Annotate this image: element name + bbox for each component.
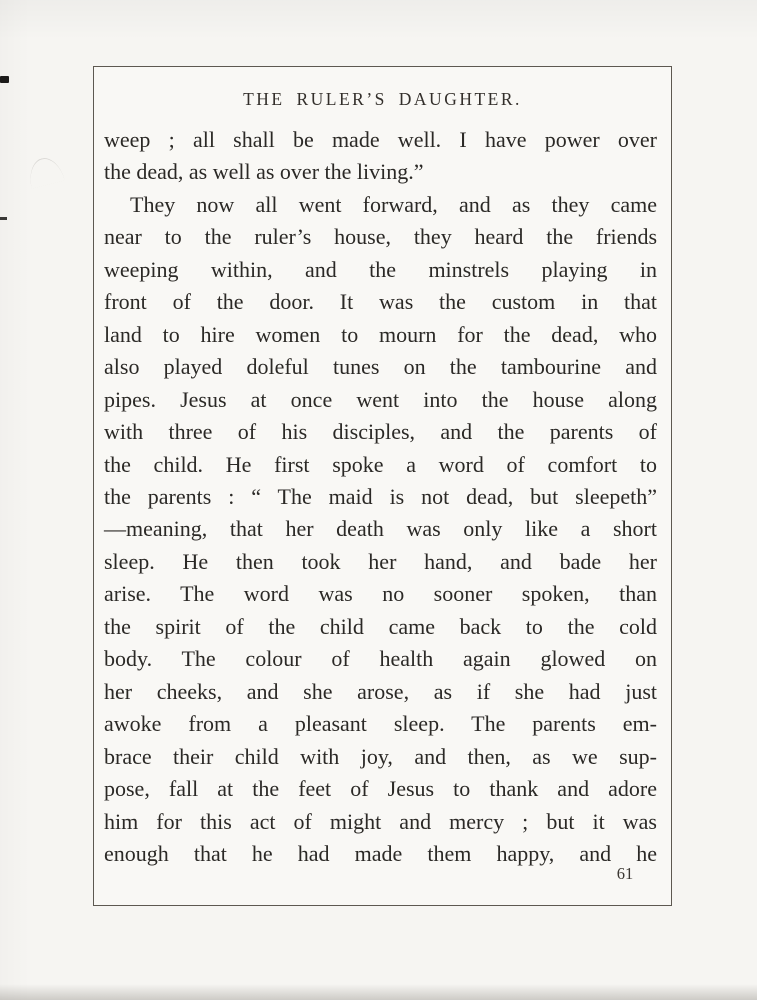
text-line: near to the ruler’s house, they heard the friends bbox=[104, 224, 657, 250]
text-line: arise. The word was no sooner spoken, than bbox=[104, 581, 657, 607]
text-line: pipes. Jesus at once went into the house along bbox=[104, 386, 657, 412]
page-edge-shadow bbox=[0, 984, 757, 1000]
text-line: also played doleful tunes on the tambourine and bbox=[104, 354, 657, 380]
text-line: front of the door. It was the custom in that bbox=[104, 289, 657, 315]
text-line: pose, fall at the feet of Jesus to thank and adore bbox=[104, 776, 657, 802]
text-line: her cheeks, and she arose, as if she had just bbox=[104, 678, 657, 704]
text-line: weeping within, and the minstrels playing in bbox=[104, 256, 657, 282]
text-line: the spirit of the child came back to the cold bbox=[104, 613, 657, 639]
scan-artifact-scratch bbox=[25, 154, 65, 188]
text-line: the dead, as well as over the living.” bbox=[104, 159, 424, 185]
text-line: the parents : “ The maid is not dead, but sleepeth” bbox=[104, 483, 657, 509]
text-line: weep ; all shall be made well. I have power over bbox=[104, 127, 657, 152]
text-line: with three of his disciples, and the parents of bbox=[104, 419, 657, 445]
text-line: —meaning, that her death was only like a short bbox=[104, 516, 657, 542]
text-line: awoke from a pleasant sleep. The parents em- bbox=[104, 711, 657, 737]
body-text bbox=[104, 124, 657, 870]
page-number: 61 bbox=[616, 864, 634, 883]
text-line: sleep. He then took her hand, and bade her bbox=[104, 548, 657, 574]
text-line: brace their child with joy, and then, as we sup- bbox=[104, 743, 657, 769]
scan-artifact-dash bbox=[0, 217, 7, 220]
page-title: THE RULER’S DAUGHTER. bbox=[243, 89, 522, 109]
page-border-frame bbox=[93, 66, 672, 906]
text-line: body. The colour of health again glowed on bbox=[104, 646, 657, 672]
text-line: They now all went forward, and as they came bbox=[130, 191, 657, 217]
text-line: the child. He first spoke a word of comfort to bbox=[104, 451, 657, 477]
text-line: enough that he had made them happy, and he bbox=[104, 840, 657, 866]
scan-artifact-dash bbox=[0, 76, 9, 83]
text-line: him for this act of might and mercy ; but it was bbox=[104, 808, 657, 834]
text-line: land to hire women to mourn for the dead, who bbox=[104, 321, 657, 347]
